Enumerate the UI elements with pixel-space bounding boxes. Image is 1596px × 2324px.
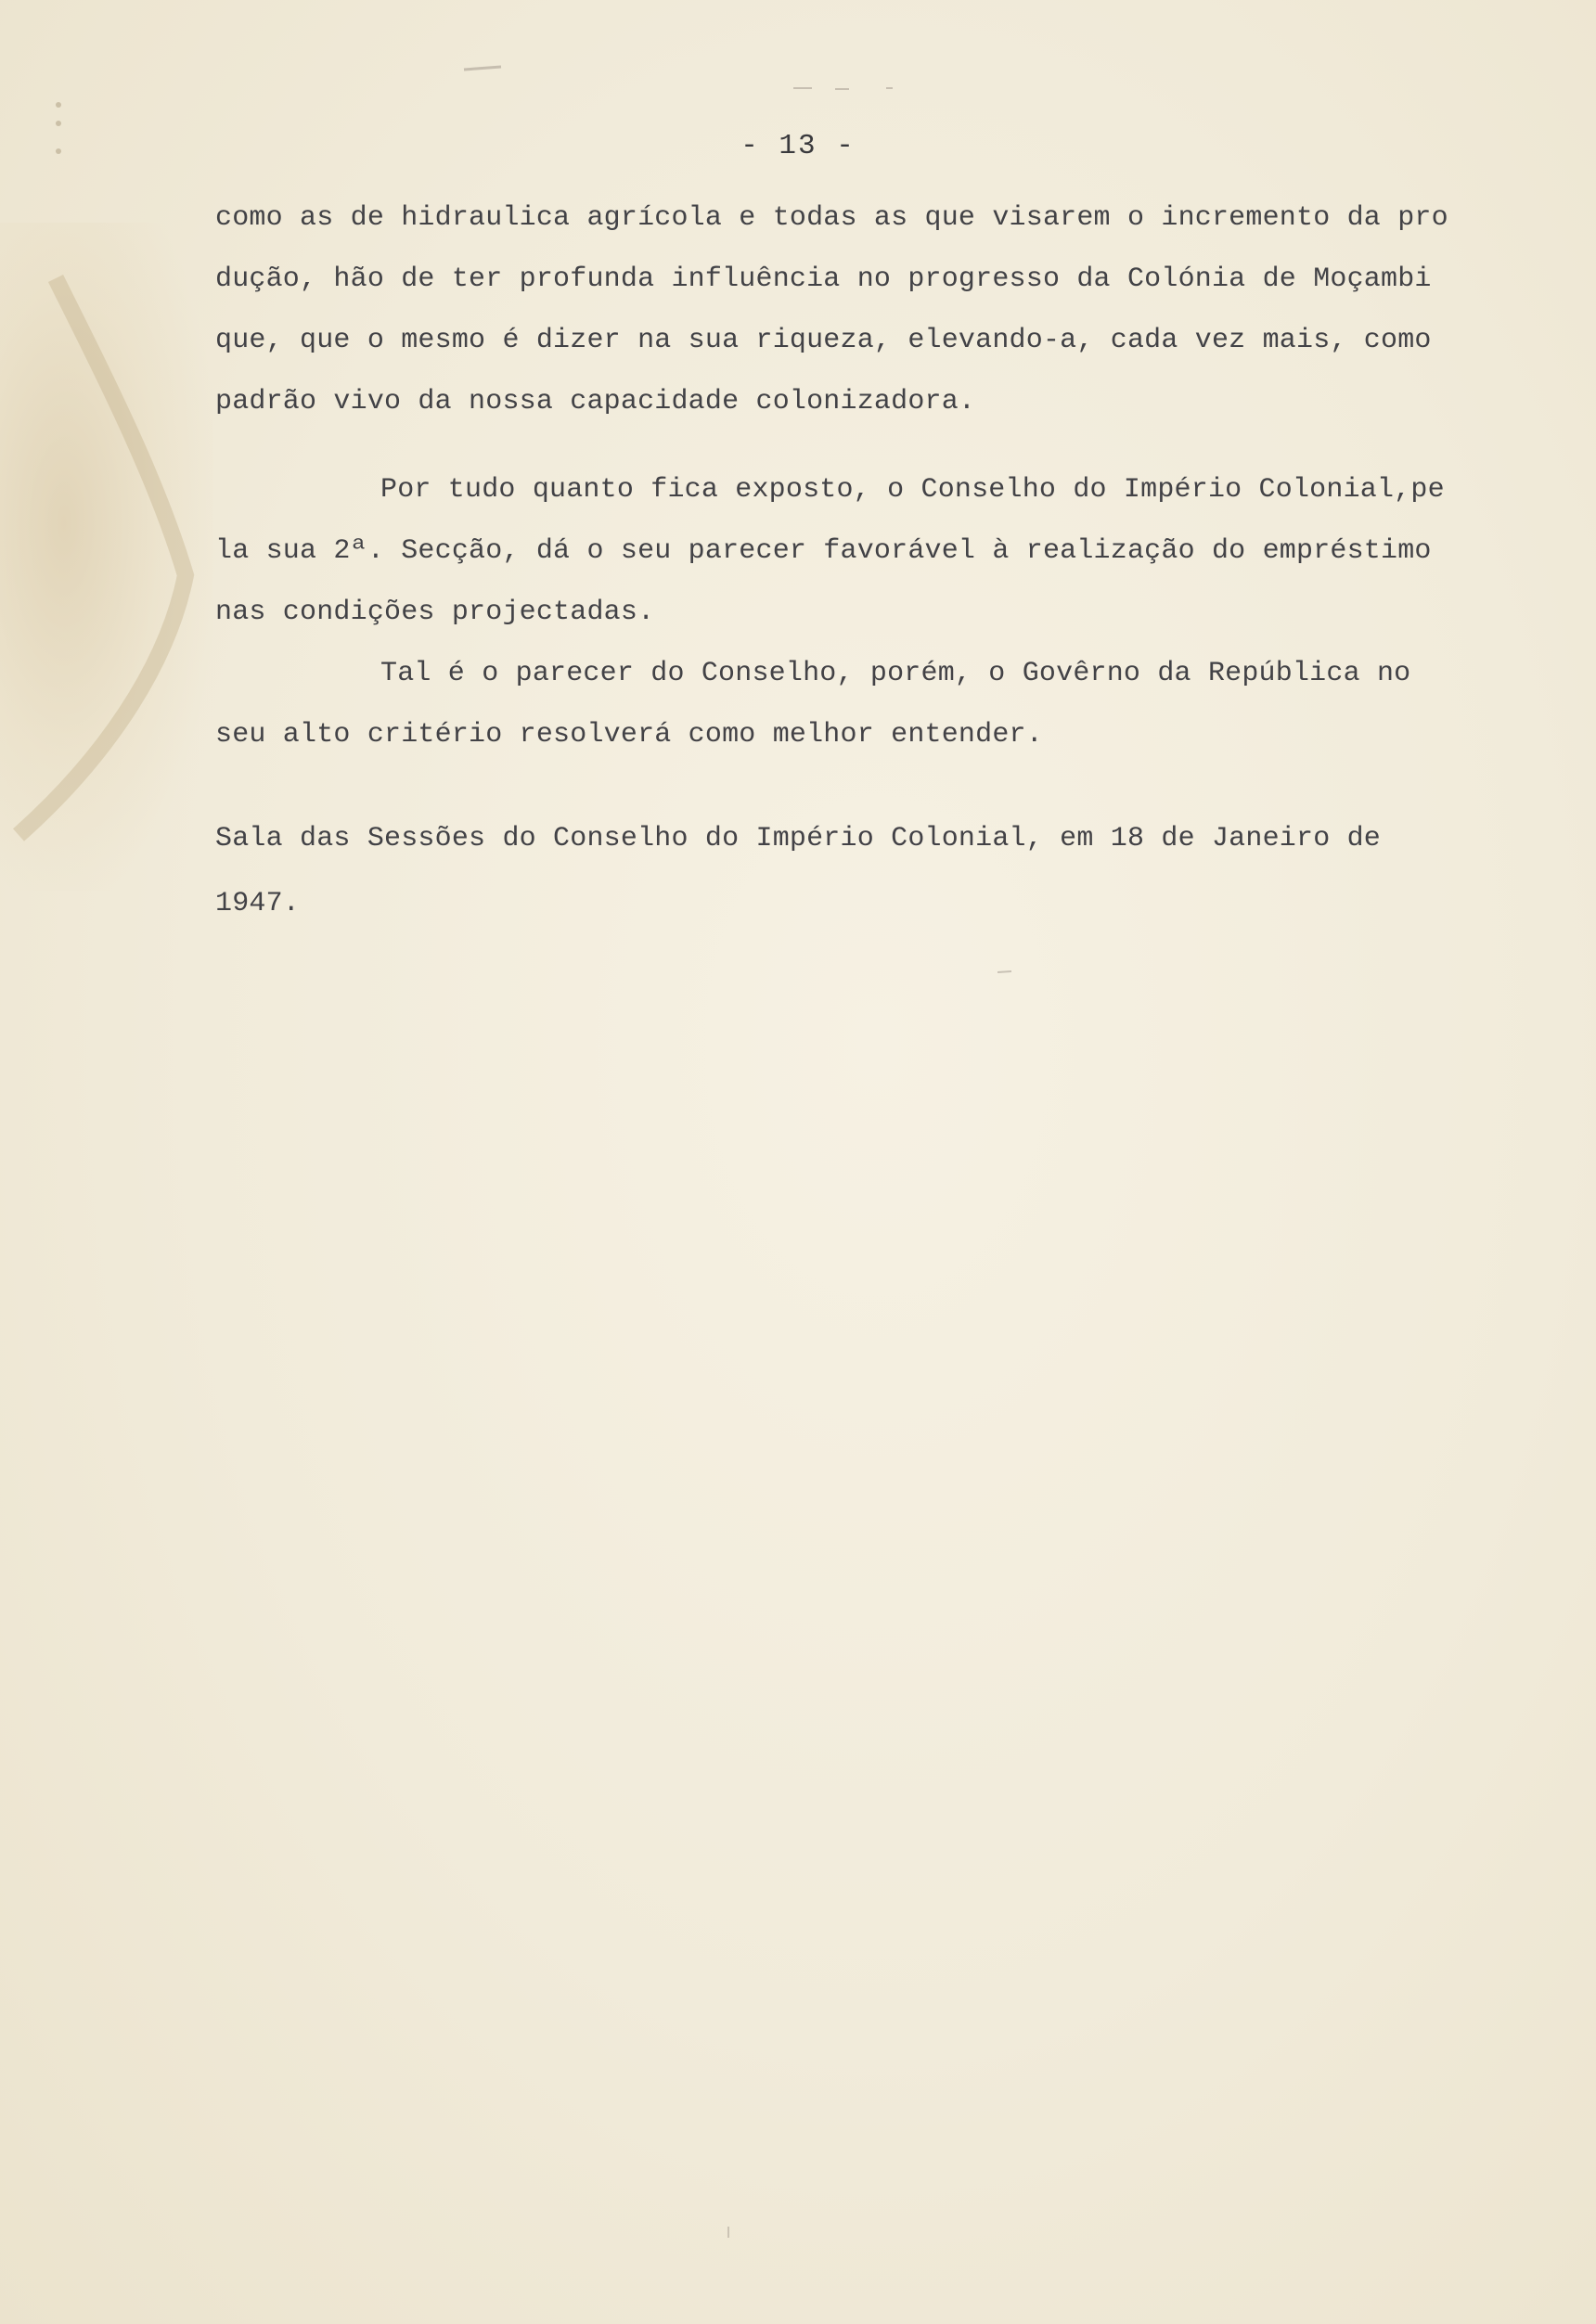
paragraph-2-line-2: la sua 2ª. Secção, dá o seu parecer favorável à realização do empréstimo xyxy=(215,535,1432,567)
paragraph-2-line-1: Por tudo quanto fica exposto, o Conselho do Império Colonial,pe xyxy=(380,474,1445,506)
paragraph-3-line-2: seu alto critério resolverá como melhor entender. xyxy=(215,719,1043,751)
paragraph-2-line-3: nas condições projectadas. xyxy=(215,597,655,628)
closing-line-2: 1947. xyxy=(215,888,301,919)
paragraph-3-line-1: Tal é o parecer do Conselho, porém, o Govêrno da República no xyxy=(380,658,1411,689)
paper-stain xyxy=(0,223,213,891)
page-number: - 13 - xyxy=(740,130,856,162)
paragraph-1-line-1: como as de hidraulica agrícola e todas as que visarem o incremento da pro xyxy=(215,202,1448,234)
closing-line-1: Sala das Sessões do Conselho do Império Colonial, em 18 de Janeiro de xyxy=(215,823,1382,854)
paragraph-1-line-4: padrão vivo da nossa capacidade colonizadora. xyxy=(215,386,976,417)
margin-speck xyxy=(56,121,61,126)
paragraph-1-line-2: dução, hão de ter profunda influência no progresso da Colónia de Moçambi xyxy=(215,263,1432,295)
margin-speck xyxy=(56,102,61,108)
paragraph-1-line-3: que, que o mesmo é dizer na sua riqueza, elevando-a, cada vez mais, como xyxy=(215,325,1432,356)
